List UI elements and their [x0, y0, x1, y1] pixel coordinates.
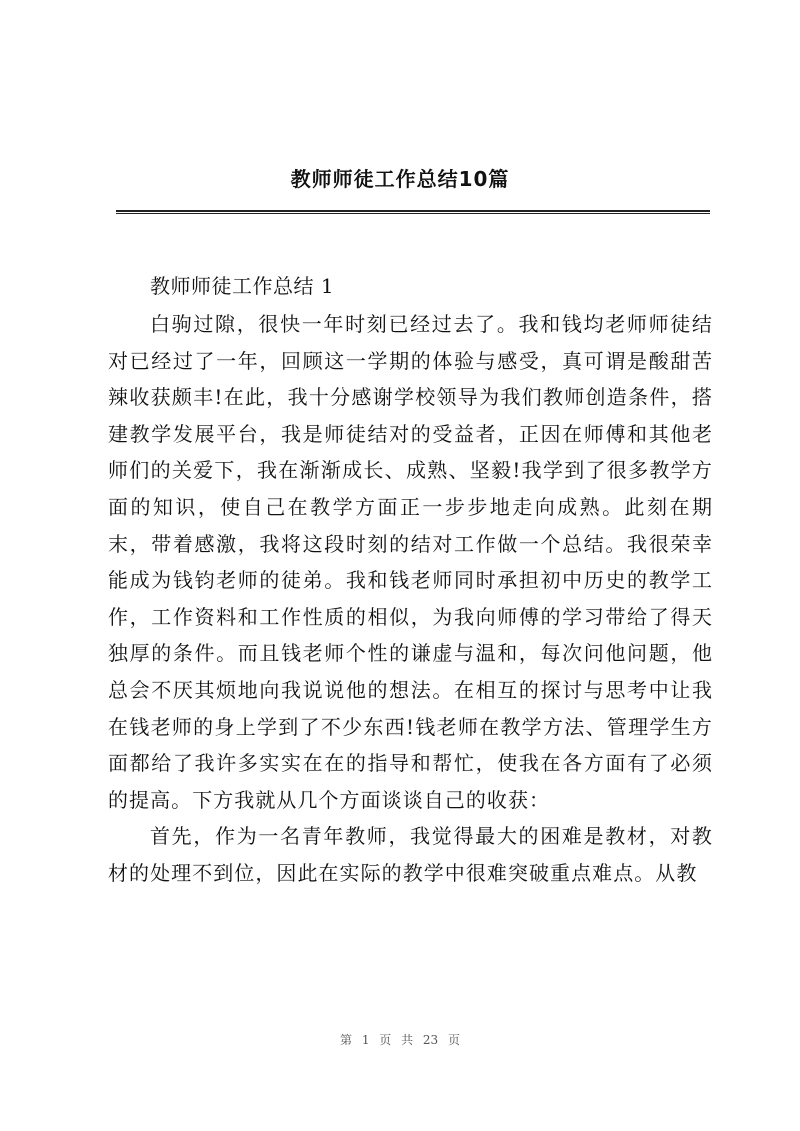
section-heading: 教师师徒工作总结 1 — [150, 274, 335, 298]
body-paragraph-2: 首先，作为一名青年教师，我觉得最大的困难是教材，对教材的处理不到位，因此在实际的教学中很难突破重点难点。从教 — [108, 824, 713, 885]
document-title: 教师师徒工作总结10篇 — [290, 167, 510, 191]
title-divider — [116, 210, 710, 214]
page-footer: 第 1 页 共 23 页 — [340, 1033, 460, 1047]
body-paragraph-1: 白驹过隙，很快一年时刻已经过去了。我和钱均老师师徒结对已经过了一年，回顾这一学期的体验与感受，真可谓是酸甜苦辣收获颇丰!在此，我十分感谢学校领导为我们教师创造条件，搭建教学发展平台，我是师徒结对的受益者，正因在师傅和其他老师们的关爱下，我在渐渐成长、成熟、坚毅!我学到了很多教学方面的知识，使自己在教学方面正一步步地走向成熟。此刻在期末，带着感激，我将这段时刻的结对工作做一个总结。我很荣幸能成为钱钧老师的徒弟。我和钱老师同时承担初中历史的教学工作，工作资料和工作性质的相似，为我向师傅的学习带给了得天独厚的条件。而且钱老师个性的谦虚与温和，每次问他问题，他总会不厌其烦地向我说说他的想法。在相互的探讨与思考中让我在钱老师的身上学到了不少东西!钱老师在教学方法、管理学生方面都给了我许多实实在在的指导和帮忙，使我在各方面有了必须的提高。下方我就从几个方面谈谈自己的收获： — [108, 312, 713, 812]
document-body — [108, 267, 713, 892]
